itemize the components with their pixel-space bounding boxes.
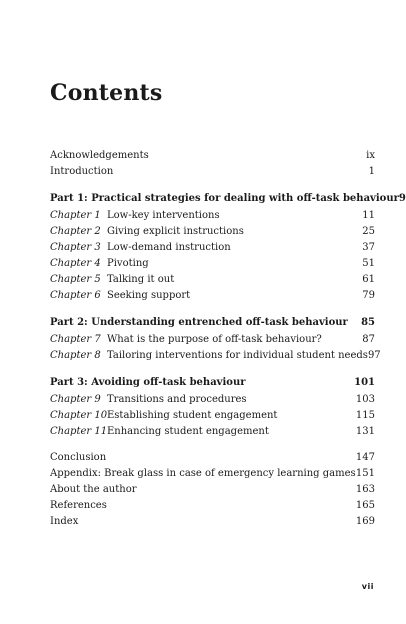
chapter-number: Chapter 1 xyxy=(50,210,101,221)
chapter-page: 79 xyxy=(362,290,375,301)
toc-chapter-11[interactable] xyxy=(50,424,375,440)
toc-part-title: Part 1: Practical strategies for dealing with off-task behaviour xyxy=(50,193,399,204)
chapter-page: 25 xyxy=(362,226,375,237)
toc-entry-page: 169 xyxy=(355,516,375,527)
chapter-number: Chapter 7 xyxy=(50,334,101,345)
chapter-title: Establishing student engagement xyxy=(107,410,278,421)
chapter-title: Low-demand instruction xyxy=(107,242,231,253)
chapter-title: Transitions and procedures xyxy=(107,394,247,405)
chapter-title: Enhancing student engagement xyxy=(107,426,269,437)
chapter-number: Chapter 8 xyxy=(50,350,101,361)
chapter-title: Talking it out xyxy=(107,274,175,285)
toc-entry-references[interactable] xyxy=(50,498,375,514)
chapter-page: 131 xyxy=(355,426,375,437)
toc-part-title: Part 3: Avoiding off-task behaviour xyxy=(50,377,246,388)
toc-chapter-4[interactable] xyxy=(50,256,375,272)
page-title: Contents xyxy=(50,80,163,106)
chapter-title: Giving explicit instructions xyxy=(107,226,244,237)
toc-entry-conclusion[interactable] xyxy=(50,450,375,466)
toc-part-page: 85 xyxy=(361,317,375,328)
toc-entry-acknowledgements[interactable] xyxy=(50,148,375,164)
chapter-number: Chapter 2 xyxy=(50,226,101,237)
toc-part-1[interactable] xyxy=(50,190,406,208)
chapter-number: Chapter 11 xyxy=(50,426,108,437)
chapter-title: Tailoring interventions for individual student needs xyxy=(107,350,368,361)
toc-chapter-7[interactable] xyxy=(50,332,375,348)
toc-chapter-3[interactable] xyxy=(50,240,375,256)
toc-part-title: Part 2: Understanding entrenched off-task behaviour xyxy=(50,317,348,328)
toc-entry-label: Introduction xyxy=(50,166,114,177)
toc-entry-index[interactable] xyxy=(50,514,375,530)
chapter-number: Chapter 10 xyxy=(50,410,108,421)
chapter-number: Chapter 5 xyxy=(50,274,101,285)
chapter-page: 51 xyxy=(362,258,375,269)
page-number: vii xyxy=(361,582,374,591)
toc-entry-page: 165 xyxy=(355,500,375,511)
toc-entry-label: Conclusion xyxy=(50,452,107,463)
chapter-page: 11 xyxy=(362,210,375,221)
toc-part-2[interactable] xyxy=(50,314,375,332)
toc-entry-appendix[interactable] xyxy=(50,466,375,482)
toc-entry-about-author[interactable] xyxy=(50,482,375,498)
toc-chapter-9[interactable] xyxy=(50,392,375,408)
toc-entry-label: Appendix: Break glass in case of emergency learning games xyxy=(50,468,356,479)
chapter-title: What is the purpose of off-task behaviour? xyxy=(107,334,322,345)
toc-chapter-10[interactable] xyxy=(50,408,375,424)
chapter-page: 61 xyxy=(362,274,375,285)
chapter-number: Chapter 6 xyxy=(50,290,101,301)
chapter-page: 97 xyxy=(367,350,381,361)
chapter-title: Low-key interventions xyxy=(107,210,220,221)
toc-chapter-1[interactable] xyxy=(50,208,375,224)
toc-part-page: 9 xyxy=(398,193,406,204)
toc-chapter-8[interactable] xyxy=(50,348,381,364)
chapter-number: Chapter 3 xyxy=(50,242,101,253)
chapter-page: 115 xyxy=(355,410,375,421)
toc-part-3[interactable] xyxy=(50,374,375,392)
toc-entry-page: 147 xyxy=(355,452,375,463)
toc-entry-label: References xyxy=(50,500,107,511)
toc-entry-introduction[interactable] xyxy=(50,164,375,180)
toc-entry-page: 163 xyxy=(355,484,375,495)
toc-chapter-2[interactable] xyxy=(50,224,375,240)
toc-entry-label: About the author xyxy=(50,484,137,495)
toc-entry-page: 151 xyxy=(355,468,375,479)
chapter-page: 103 xyxy=(355,394,375,405)
toc-entry-label: Index xyxy=(50,516,79,527)
toc-entry-page: 1 xyxy=(368,166,375,177)
chapter-page: 37 xyxy=(362,242,375,253)
toc-part-page: 101 xyxy=(354,377,375,388)
chapter-number: Chapter 9 xyxy=(50,394,101,405)
toc-chapter-5[interactable] xyxy=(50,272,375,288)
table-of-contents xyxy=(50,148,406,530)
chapter-number: Chapter 4 xyxy=(50,258,101,269)
chapter-page: 87 xyxy=(362,334,375,345)
chapter-title: Seeking support xyxy=(107,290,191,301)
toc-entry-label: Acknowledgements xyxy=(50,150,149,161)
toc-entry-page: ix xyxy=(366,150,375,161)
toc-chapter-6[interactable] xyxy=(50,288,375,304)
chapter-title: Pivoting xyxy=(107,258,149,269)
